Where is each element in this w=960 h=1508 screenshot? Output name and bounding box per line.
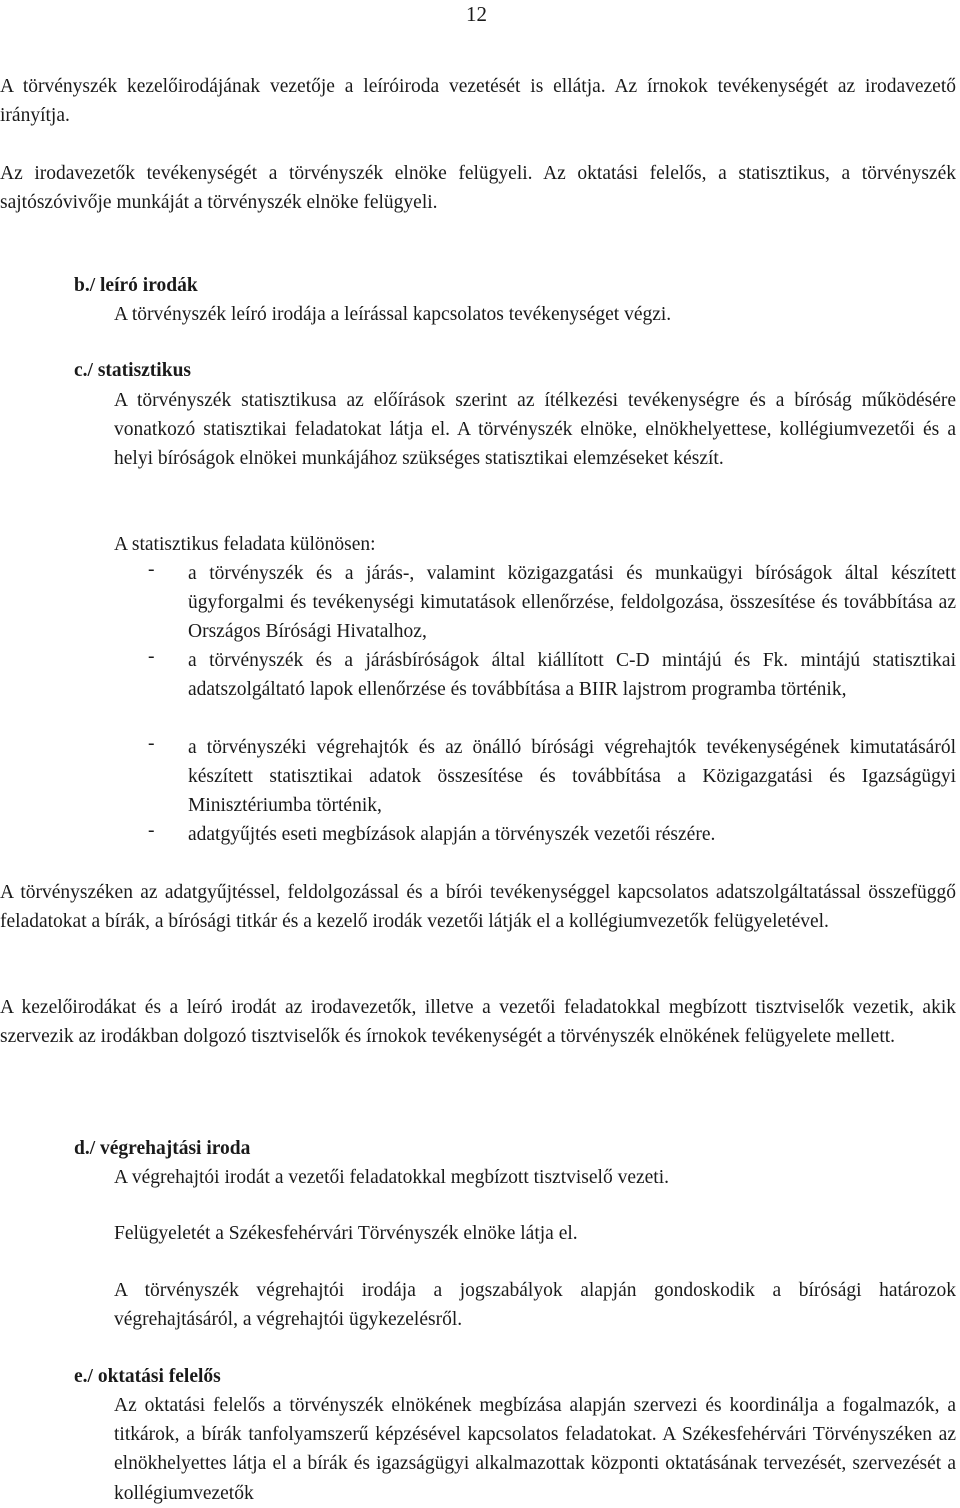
- section-d-heading: d./ végrehajtási iroda: [74, 1138, 251, 1159]
- section-c-list-intro: A statisztikus feladata különösen:: [114, 534, 376, 555]
- page-number: 12: [466, 2, 487, 26]
- list-item-text: a törvényszék és a járás-, valamint közigazgatási és munkaügyi bíróságok által készített ügyforgalmi és tevékenységi kimutatások ellenőrzése, feldolgozása, összesítése és továbbítása az Országos Bírósági Hivatalhoz,: [188, 563, 956, 643]
- paragraph-kezeloirodak: A kezelőirodákat és a leíró irodát az irodavezetők, illetve a vezetői feladatokkal megbízott tisztviselők vezetik, akik szervezik az irodákban dolgozó tisztviselők és írnokok tevékenységét a törvényszék elnökének felügyelete mellett.: [0, 997, 956, 1048]
- paragraph-irodavezetok: Az irodavezetők tevékenységét a törvényszék elnöke felügyeli. Az oktatási felelős, a statisztikus, a törvényszék sajtószóvivője munkáját a törvényszék elnöke felügyeli.: [0, 163, 956, 214]
- section-c-text: A törvényszék statisztikusa az előírások szerint az ítélkezési tevékenységre és a bíróság működésére vonatkozó statisztikai feladatokat látja el. A törvényszék elnöke, elnökhelyettese, kollégiumvezetői és a helyi bíróságok elnökei munkájához szükséges statisztikai elemzéseket készít.: [114, 390, 956, 470]
- list-item-text: adatgyűjtés eseti megbízások alapján a törvényszék vezetői részére.: [188, 824, 716, 845]
- section-e-heading: e./ oktatási felelős: [74, 1366, 221, 1387]
- section-b-heading: b./ leíró irodák: [74, 275, 198, 296]
- paragraph-kezeloiroda: A törvényszék kezelőirodájának vezetője a leíróiroda vezetését is ellátja. Az írnokok tevékenységét az irodavezető irányítja.: [0, 76, 956, 127]
- paragraph-adatgyujtes: A törvényszéken az adatgyűjtéssel, feldolgozással és a bírói tevékenységgel kapcsolatos adatszolgáltatással összefüggő feladatokat a bírák, a bírósági titkár és a kezelő irodák vezetői látják el a kollégiumvezetők felügyeletével.: [0, 882, 956, 933]
- section-e-text: Az oktatási felelős a törvényszék elnökének megbízása alapján szervezi és koordinálja a fogalmazók, a titkárok, a bírák tanfolyamszerű képzésével kapcsolatos feladatokat. A Székesfehérvári Törvényszéken az elnökhelyettes látja el a bírák és igazságügyi alkalmazottak központi oktatásának tervezését, szervezését a kollégiumvezetők: [114, 1395, 956, 1504]
- section-b-text: A törvényszék leíró irodája a leírással kapcsolatos tevékenységet végzi.: [114, 304, 672, 325]
- section-c-heading: c./ statisztikus: [74, 360, 191, 381]
- section-d-text-3: A törvényszék végrehajtói irodája a jogszabályok alapján gondoskodik a bírósági határozok végrehajtásáról, a végrehajtói ügykezelésről.: [114, 1280, 956, 1331]
- bullet-dash: -: [148, 559, 155, 580]
- section-d-text-1: A végrehajtói irodát a vezetői feladatokkal megbízott tisztviselő vezeti.: [114, 1167, 670, 1188]
- list-item-text: a törvényszéki végrehajtók és az önálló bírósági végrehajtók tevékenységének kimutatásáról készített statisztikai adatok összesítése és továbbítása a Közigazgatási és Igazságügyi Minisztériumba történik,: [188, 737, 956, 817]
- bullet-dash: -: [148, 733, 155, 754]
- bullet-dash: -: [148, 820, 155, 841]
- bullet-dash: -: [148, 646, 155, 667]
- list-item-text: a törvényszék és a járásbíróságok által kiállított C-D mintájú és Fk. mintájú statisztikai adatszolgáltató lapok ellenőrzése és továbbítása a BIIR lajstrom programba történik,: [188, 650, 956, 701]
- section-d-text-2: Felügyeletét a Székesfehérvári Törvényszék elnöke látja el.: [114, 1223, 578, 1244]
